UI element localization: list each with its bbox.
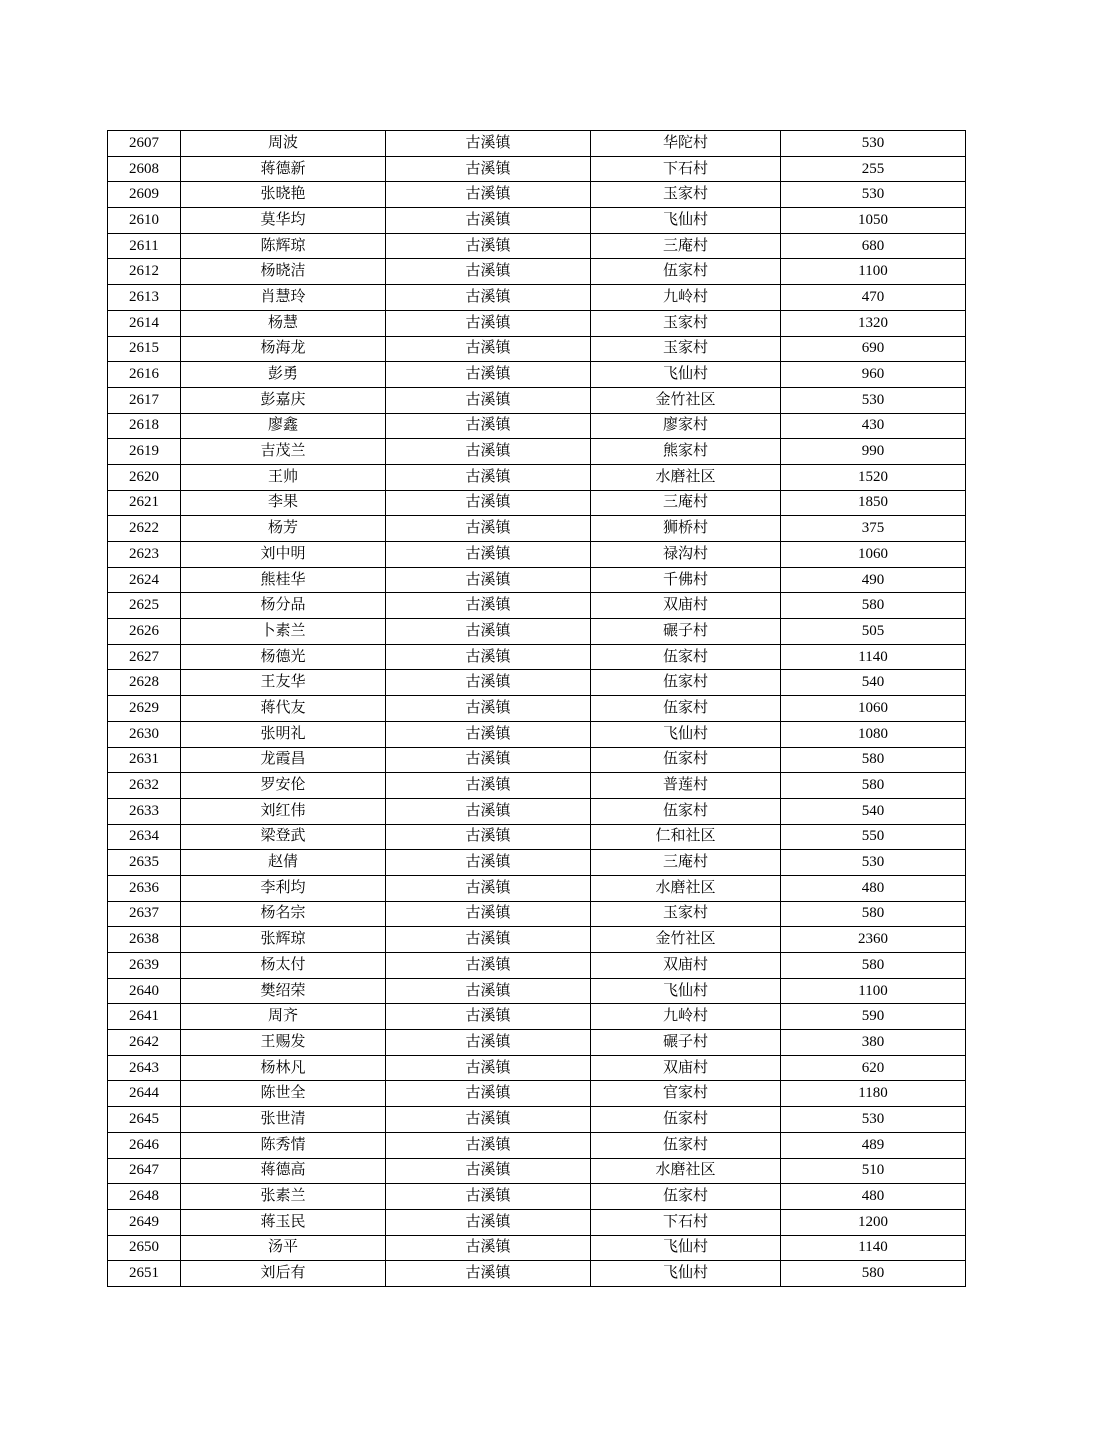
cell-village: 三庵村 — [591, 490, 781, 516]
cell-name: 汤平 — [181, 1235, 386, 1261]
cell-serial: 2629 — [108, 696, 181, 722]
table-row — [108, 310, 966, 336]
table-row — [108, 593, 966, 619]
cell-name: 杨晓洁 — [181, 259, 386, 285]
cell-amount: 1850 — [781, 490, 966, 516]
cell-village: 金竹社区 — [591, 387, 781, 413]
cell-town: 古溪镇 — [386, 464, 591, 490]
cell-amount: 480 — [781, 1184, 966, 1210]
cell-town: 古溪镇 — [386, 156, 591, 182]
cell-town: 古溪镇 — [386, 233, 591, 259]
cell-amount: 530 — [781, 387, 966, 413]
cell-village: 玉家村 — [591, 182, 781, 208]
cell-serial: 2649 — [108, 1209, 181, 1235]
cell-amount: 1100 — [781, 259, 966, 285]
cell-town: 古溪镇 — [386, 798, 591, 824]
table-body — [108, 131, 966, 1287]
cell-village: 伍家村 — [591, 259, 781, 285]
cell-serial: 2628 — [108, 670, 181, 696]
cell-amount: 990 — [781, 439, 966, 465]
cell-serial: 2640 — [108, 978, 181, 1004]
beneficiary-table — [107, 130, 966, 1287]
cell-amount: 430 — [781, 413, 966, 439]
cell-serial: 2607 — [108, 131, 181, 157]
cell-town: 古溪镇 — [386, 1004, 591, 1030]
cell-town: 古溪镇 — [386, 1132, 591, 1158]
table-row — [108, 542, 966, 568]
table-row — [108, 978, 966, 1004]
cell-village: 金竹社区 — [591, 927, 781, 953]
cell-name: 陈世全 — [181, 1081, 386, 1107]
cell-serial: 2614 — [108, 310, 181, 336]
table-row — [108, 1184, 966, 1210]
cell-name: 周齐 — [181, 1004, 386, 1030]
cell-town: 古溪镇 — [386, 721, 591, 747]
cell-serial: 2621 — [108, 490, 181, 516]
cell-name: 王友华 — [181, 670, 386, 696]
cell-name: 杨林凡 — [181, 1055, 386, 1081]
cell-village: 伍家村 — [591, 1107, 781, 1133]
table-row — [108, 1107, 966, 1133]
cell-village: 玉家村 — [591, 310, 781, 336]
cell-amount: 1520 — [781, 464, 966, 490]
cell-town: 古溪镇 — [386, 824, 591, 850]
cell-amount: 1080 — [781, 721, 966, 747]
cell-town: 古溪镇 — [386, 1055, 591, 1081]
cell-amount: 480 — [781, 875, 966, 901]
cell-amount: 580 — [781, 953, 966, 979]
cell-serial: 2625 — [108, 593, 181, 619]
cell-amount: 1060 — [781, 696, 966, 722]
cell-name: 樊绍荣 — [181, 978, 386, 1004]
cell-village: 水磨社区 — [591, 875, 781, 901]
cell-amount: 690 — [781, 336, 966, 362]
cell-name: 杨分品 — [181, 593, 386, 619]
cell-town: 古溪镇 — [386, 542, 591, 568]
cell-name: 杨海龙 — [181, 336, 386, 362]
cell-village: 熊家村 — [591, 439, 781, 465]
cell-village: 飞仙村 — [591, 362, 781, 388]
cell-town: 古溪镇 — [386, 773, 591, 799]
cell-town: 古溪镇 — [386, 1081, 591, 1107]
table-row — [108, 875, 966, 901]
cell-amount: 580 — [781, 901, 966, 927]
cell-village: 三庵村 — [591, 233, 781, 259]
cell-serial: 2633 — [108, 798, 181, 824]
cell-amount: 580 — [781, 773, 966, 799]
cell-amount: 1100 — [781, 978, 966, 1004]
cell-village: 飞仙村 — [591, 721, 781, 747]
cell-serial: 2650 — [108, 1235, 181, 1261]
cell-amount: 1060 — [781, 542, 966, 568]
cell-town: 古溪镇 — [386, 850, 591, 876]
cell-name: 周波 — [181, 131, 386, 157]
cell-village: 水磨社区 — [591, 464, 781, 490]
cell-amount: 580 — [781, 1261, 966, 1287]
cell-name: 罗安伦 — [181, 773, 386, 799]
cell-town: 古溪镇 — [386, 362, 591, 388]
cell-amount: 580 — [781, 593, 966, 619]
cell-name: 梁登武 — [181, 824, 386, 850]
table-row — [108, 182, 966, 208]
cell-serial: 2620 — [108, 464, 181, 490]
cell-serial: 2612 — [108, 259, 181, 285]
table-row — [108, 336, 966, 362]
cell-name: 熊桂华 — [181, 567, 386, 593]
cell-name: 刘红伟 — [181, 798, 386, 824]
cell-town: 古溪镇 — [386, 387, 591, 413]
cell-amount: 2360 — [781, 927, 966, 953]
table-row — [108, 387, 966, 413]
cell-name: 陈秀情 — [181, 1132, 386, 1158]
cell-village: 华陀村 — [591, 131, 781, 157]
table-row — [108, 233, 966, 259]
table-row — [108, 901, 966, 927]
cell-village: 九岭村 — [591, 1004, 781, 1030]
cell-name: 李利均 — [181, 875, 386, 901]
cell-serial: 2616 — [108, 362, 181, 388]
cell-serial: 2644 — [108, 1081, 181, 1107]
cell-name: 张辉琼 — [181, 927, 386, 953]
table-row — [108, 362, 966, 388]
cell-serial: 2634 — [108, 824, 181, 850]
cell-name: 卜素兰 — [181, 619, 386, 645]
cell-serial: 2631 — [108, 747, 181, 773]
cell-amount: 1140 — [781, 1235, 966, 1261]
cell-town: 古溪镇 — [386, 259, 591, 285]
cell-amount: 530 — [781, 131, 966, 157]
cell-amount: 550 — [781, 824, 966, 850]
cell-village: 仁和社区 — [591, 824, 781, 850]
cell-name: 彭勇 — [181, 362, 386, 388]
cell-town: 古溪镇 — [386, 310, 591, 336]
table-row — [108, 721, 966, 747]
cell-serial: 2647 — [108, 1158, 181, 1184]
table-row — [108, 208, 966, 234]
cell-village: 廖家村 — [591, 413, 781, 439]
cell-town: 古溪镇 — [386, 747, 591, 773]
cell-town: 古溪镇 — [386, 285, 591, 311]
cell-name: 刘中明 — [181, 542, 386, 568]
cell-village: 伍家村 — [591, 798, 781, 824]
table-row — [108, 1261, 966, 1287]
cell-amount: 490 — [781, 567, 966, 593]
cell-village: 千佛村 — [591, 567, 781, 593]
table-row — [108, 747, 966, 773]
cell-serial: 2615 — [108, 336, 181, 362]
cell-town: 古溪镇 — [386, 953, 591, 979]
cell-village: 伍家村 — [591, 644, 781, 670]
cell-village: 九岭村 — [591, 285, 781, 311]
cell-name: 王赐发 — [181, 1030, 386, 1056]
table-row — [108, 1158, 966, 1184]
table-row — [108, 285, 966, 311]
cell-serial: 2619 — [108, 439, 181, 465]
cell-amount: 489 — [781, 1132, 966, 1158]
cell-amount: 620 — [781, 1055, 966, 1081]
cell-town: 古溪镇 — [386, 927, 591, 953]
cell-town: 古溪镇 — [386, 696, 591, 722]
cell-town: 古溪镇 — [386, 336, 591, 362]
cell-village: 双庙村 — [591, 953, 781, 979]
cell-town: 古溪镇 — [386, 670, 591, 696]
cell-name: 蒋代友 — [181, 696, 386, 722]
table-row — [108, 1055, 966, 1081]
cell-town: 古溪镇 — [386, 978, 591, 1004]
table-row — [108, 1235, 966, 1261]
cell-village: 下石村 — [591, 1209, 781, 1235]
cell-town: 古溪镇 — [386, 1158, 591, 1184]
table-row — [108, 1030, 966, 1056]
cell-name: 吉茂兰 — [181, 439, 386, 465]
cell-amount: 375 — [781, 516, 966, 542]
cell-village: 伍家村 — [591, 747, 781, 773]
table-row — [108, 927, 966, 953]
cell-name: 杨德光 — [181, 644, 386, 670]
table-row — [108, 1004, 966, 1030]
cell-amount: 540 — [781, 798, 966, 824]
table-row — [108, 464, 966, 490]
cell-serial: 2617 — [108, 387, 181, 413]
cell-village: 飞仙村 — [591, 1261, 781, 1287]
cell-name: 蒋德新 — [181, 156, 386, 182]
table-row — [108, 696, 966, 722]
cell-village: 玉家村 — [591, 336, 781, 362]
cell-name: 杨太付 — [181, 953, 386, 979]
cell-name: 杨慧 — [181, 310, 386, 336]
cell-village: 飞仙村 — [591, 1235, 781, 1261]
cell-name: 王帅 — [181, 464, 386, 490]
cell-serial: 2609 — [108, 182, 181, 208]
table-row — [108, 670, 966, 696]
cell-amount: 470 — [781, 285, 966, 311]
cell-town: 古溪镇 — [386, 182, 591, 208]
table-row — [108, 1081, 966, 1107]
cell-amount: 580 — [781, 747, 966, 773]
cell-serial: 2622 — [108, 516, 181, 542]
cell-serial: 2624 — [108, 567, 181, 593]
cell-town: 古溪镇 — [386, 901, 591, 927]
cell-town: 古溪镇 — [386, 131, 591, 157]
cell-name: 刘后有 — [181, 1261, 386, 1287]
cell-village: 狮桥村 — [591, 516, 781, 542]
cell-name: 蒋玉民 — [181, 1209, 386, 1235]
cell-village: 下石村 — [591, 156, 781, 182]
table-row — [108, 644, 966, 670]
table-row — [108, 516, 966, 542]
table-row — [108, 413, 966, 439]
cell-town: 古溪镇 — [386, 567, 591, 593]
table-row — [108, 439, 966, 465]
cell-amount: 680 — [781, 233, 966, 259]
cell-amount: 960 — [781, 362, 966, 388]
cell-village: 官家村 — [591, 1081, 781, 1107]
cell-serial: 2646 — [108, 1132, 181, 1158]
cell-serial: 2610 — [108, 208, 181, 234]
cell-town: 古溪镇 — [386, 1235, 591, 1261]
cell-village: 普莲村 — [591, 773, 781, 799]
cell-village: 水磨社区 — [591, 1158, 781, 1184]
cell-town: 古溪镇 — [386, 490, 591, 516]
cell-amount: 1050 — [781, 208, 966, 234]
cell-amount: 530 — [781, 1107, 966, 1133]
table-row — [108, 619, 966, 645]
cell-serial: 2623 — [108, 542, 181, 568]
cell-village: 碾子村 — [591, 619, 781, 645]
cell-town: 古溪镇 — [386, 516, 591, 542]
cell-name: 张晓艳 — [181, 182, 386, 208]
cell-village: 伍家村 — [591, 1132, 781, 1158]
cell-amount: 255 — [781, 156, 966, 182]
cell-serial: 2613 — [108, 285, 181, 311]
cell-amount: 530 — [781, 850, 966, 876]
cell-town: 古溪镇 — [386, 1030, 591, 1056]
cell-town: 古溪镇 — [386, 1184, 591, 1210]
cell-name: 肖慧玲 — [181, 285, 386, 311]
cell-amount: 1140 — [781, 644, 966, 670]
table-row — [108, 1209, 966, 1235]
cell-village: 伍家村 — [591, 1184, 781, 1210]
cell-name: 陈辉琼 — [181, 233, 386, 259]
cell-village: 禄沟村 — [591, 542, 781, 568]
cell-village: 三庵村 — [591, 850, 781, 876]
cell-serial: 2639 — [108, 953, 181, 979]
table-row — [108, 259, 966, 285]
cell-village: 伍家村 — [591, 670, 781, 696]
cell-town: 古溪镇 — [386, 208, 591, 234]
cell-serial: 2642 — [108, 1030, 181, 1056]
cell-name: 龙霞昌 — [181, 747, 386, 773]
table-row — [108, 953, 966, 979]
cell-serial: 2627 — [108, 644, 181, 670]
cell-town: 古溪镇 — [386, 1209, 591, 1235]
cell-serial: 2643 — [108, 1055, 181, 1081]
cell-amount: 1200 — [781, 1209, 966, 1235]
cell-serial: 2618 — [108, 413, 181, 439]
cell-serial: 2651 — [108, 1261, 181, 1287]
table-row — [108, 131, 966, 157]
table-row — [108, 567, 966, 593]
cell-serial: 2641 — [108, 1004, 181, 1030]
cell-name: 赵倩 — [181, 850, 386, 876]
cell-town: 古溪镇 — [386, 619, 591, 645]
cell-name: 彭嘉庆 — [181, 387, 386, 413]
cell-town: 古溪镇 — [386, 1261, 591, 1287]
cell-amount: 380 — [781, 1030, 966, 1056]
table-row — [108, 156, 966, 182]
cell-village: 飞仙村 — [591, 978, 781, 1004]
cell-name: 李果 — [181, 490, 386, 516]
cell-serial: 2608 — [108, 156, 181, 182]
cell-amount: 1320 — [781, 310, 966, 336]
table-row — [108, 773, 966, 799]
cell-village: 飞仙村 — [591, 208, 781, 234]
cell-amount: 590 — [781, 1004, 966, 1030]
cell-serial: 2638 — [108, 927, 181, 953]
cell-name: 张明礼 — [181, 721, 386, 747]
table-row — [108, 824, 966, 850]
cell-village: 玉家村 — [591, 901, 781, 927]
table-row — [108, 490, 966, 516]
cell-town: 古溪镇 — [386, 644, 591, 670]
cell-serial: 2636 — [108, 875, 181, 901]
cell-village: 碾子村 — [591, 1030, 781, 1056]
cell-amount: 540 — [781, 670, 966, 696]
cell-town: 古溪镇 — [386, 875, 591, 901]
cell-town: 古溪镇 — [386, 413, 591, 439]
cell-amount: 1180 — [781, 1081, 966, 1107]
table-row — [108, 1132, 966, 1158]
cell-name: 张素兰 — [181, 1184, 386, 1210]
cell-village: 双庙村 — [591, 1055, 781, 1081]
cell-town: 古溪镇 — [386, 439, 591, 465]
cell-serial: 2626 — [108, 619, 181, 645]
cell-name: 莫华均 — [181, 208, 386, 234]
cell-name: 廖鑫 — [181, 413, 386, 439]
cell-village: 伍家村 — [591, 696, 781, 722]
cell-serial: 2635 — [108, 850, 181, 876]
cell-name: 蒋德高 — [181, 1158, 386, 1184]
cell-town: 古溪镇 — [386, 1107, 591, 1133]
cell-serial: 2645 — [108, 1107, 181, 1133]
cell-amount: 530 — [781, 182, 966, 208]
cell-name: 杨名宗 — [181, 901, 386, 927]
cell-serial: 2648 — [108, 1184, 181, 1210]
cell-town: 古溪镇 — [386, 593, 591, 619]
table-row — [108, 798, 966, 824]
cell-serial: 2637 — [108, 901, 181, 927]
cell-village: 双庙村 — [591, 593, 781, 619]
cell-serial: 2632 — [108, 773, 181, 799]
cell-serial: 2611 — [108, 233, 181, 259]
cell-name: 张世清 — [181, 1107, 386, 1133]
cell-amount: 505 — [781, 619, 966, 645]
cell-name: 杨芳 — [181, 516, 386, 542]
table-row — [108, 850, 966, 876]
cell-serial: 2630 — [108, 721, 181, 747]
cell-amount: 510 — [781, 1158, 966, 1184]
